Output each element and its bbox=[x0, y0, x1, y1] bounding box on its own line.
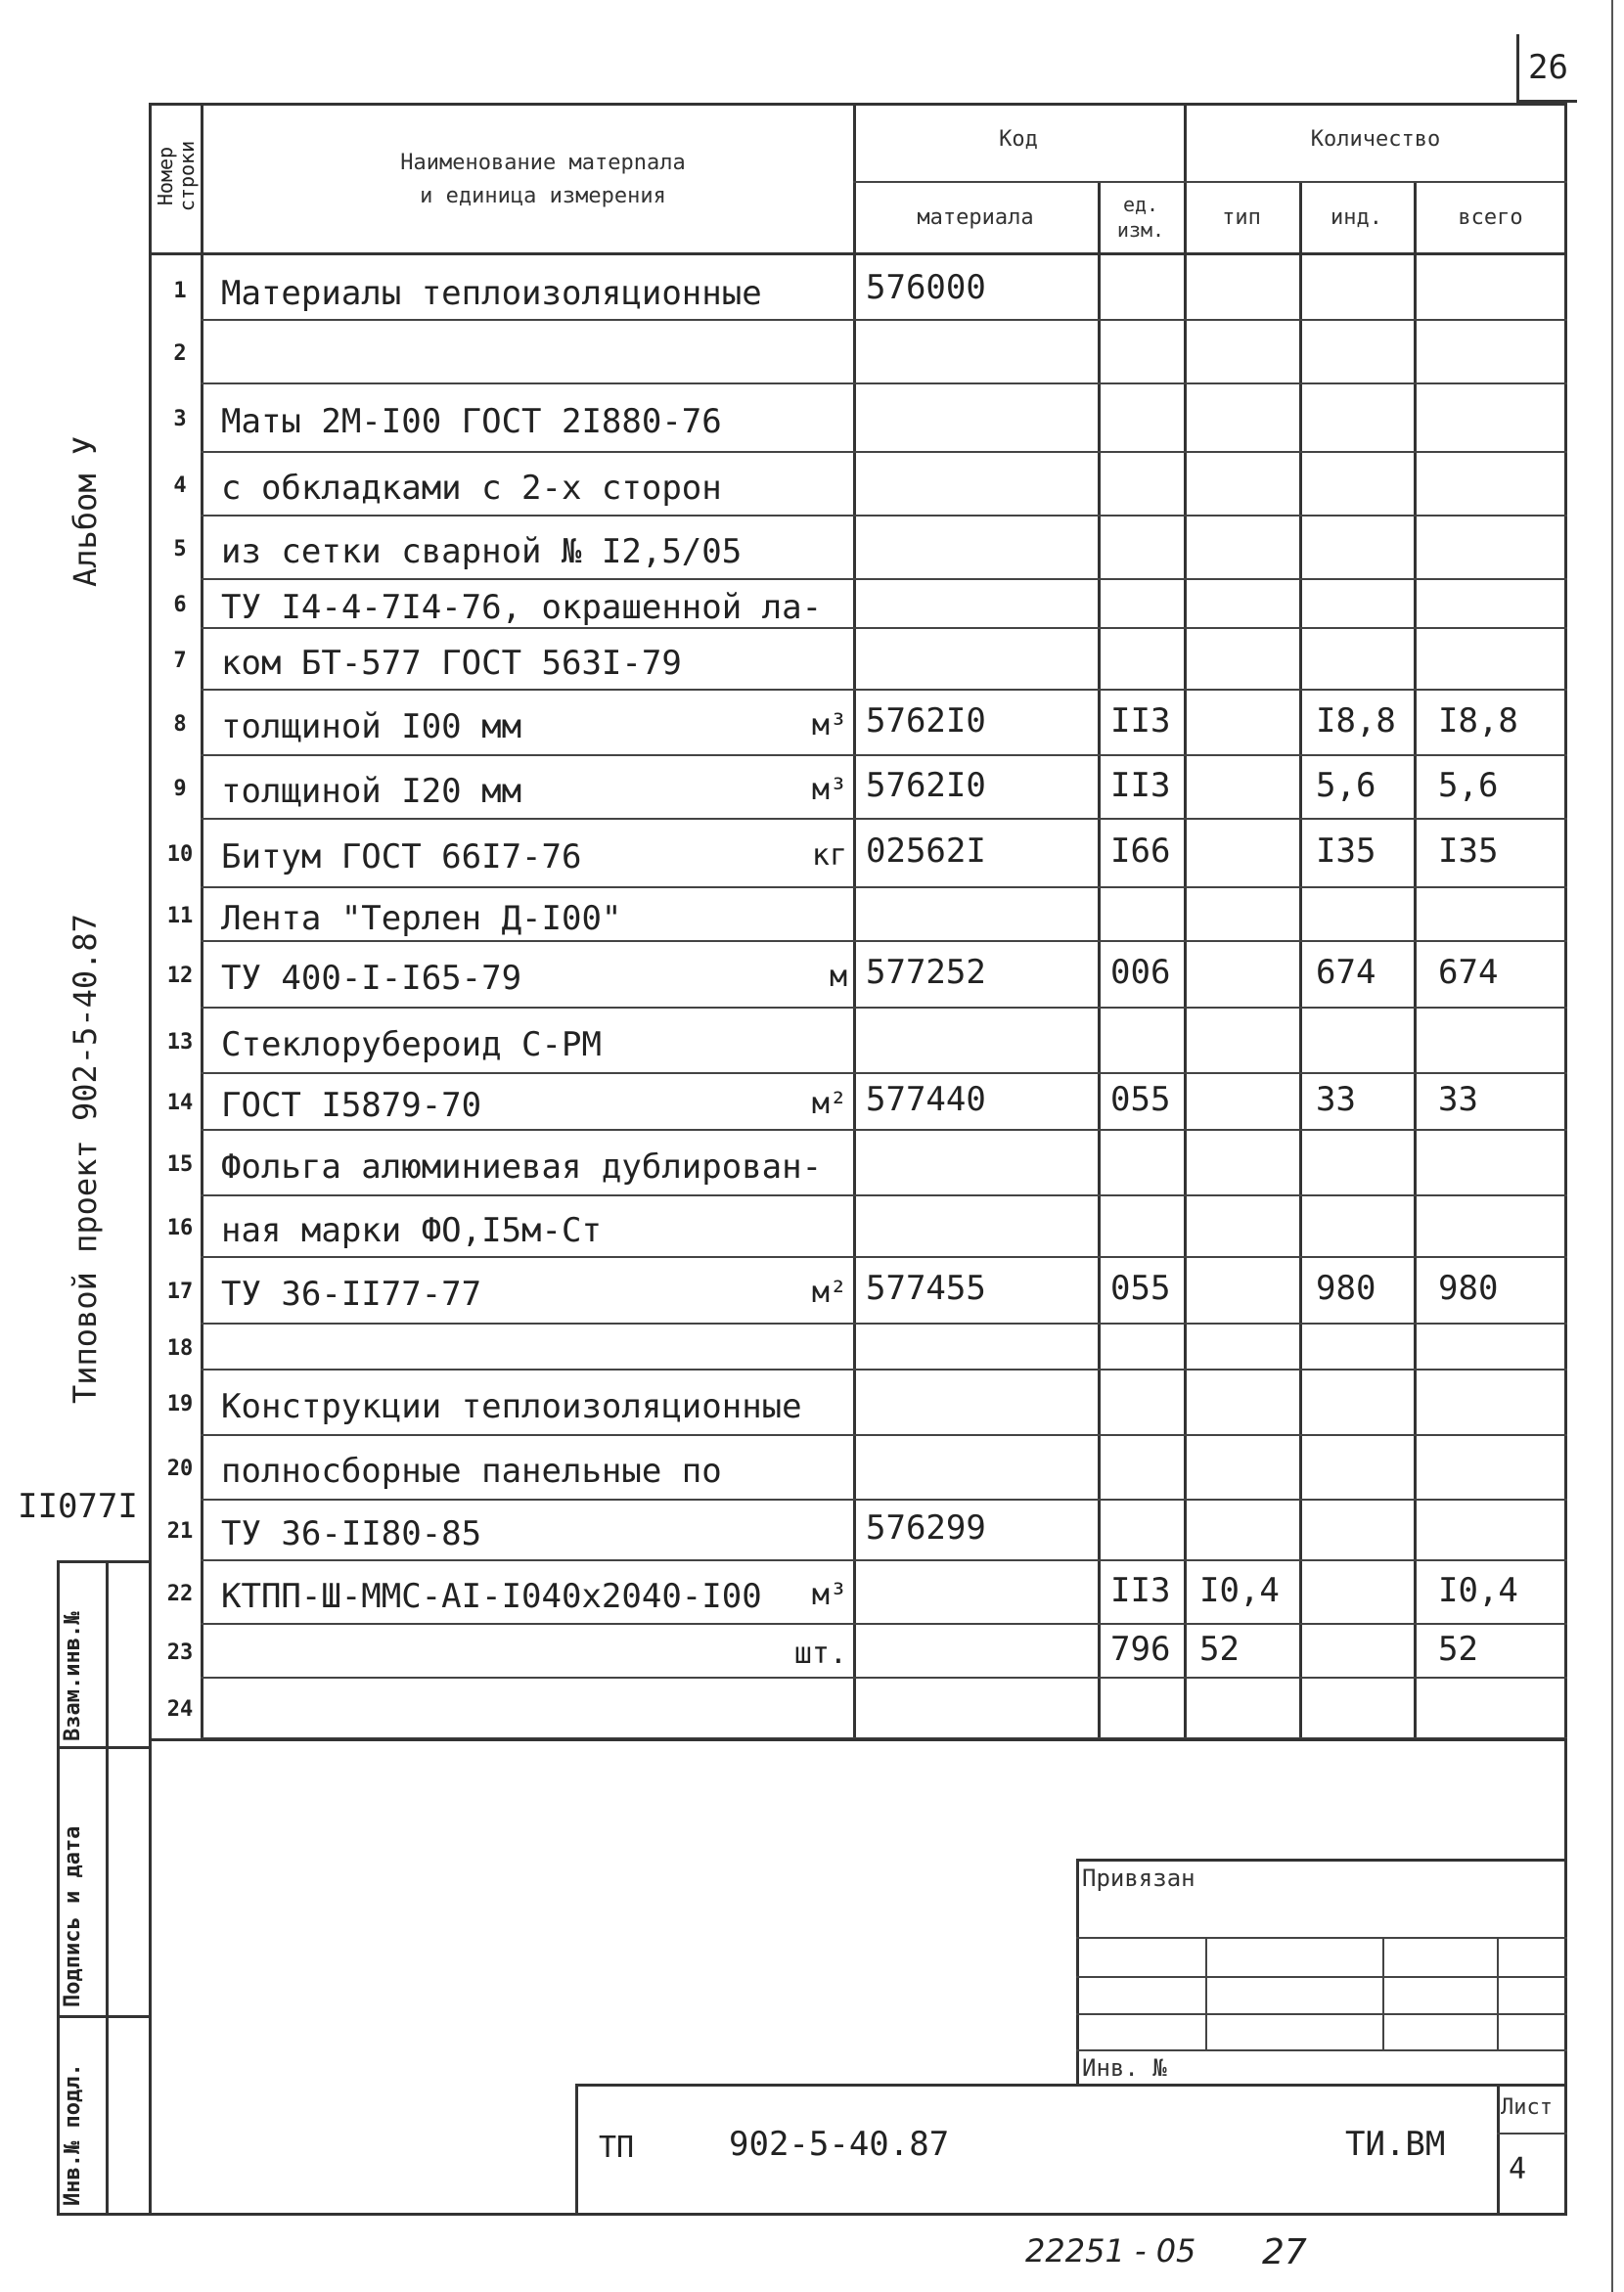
material-name: из сетки сварной № I2,5/05 bbox=[221, 531, 743, 571]
row-number: 3 bbox=[173, 407, 187, 431]
stamp-top-line bbox=[1076, 1859, 1567, 1862]
stamp-row4 bbox=[1076, 2049, 1567, 2051]
stamp-col2 bbox=[1382, 1937, 1384, 2049]
material-name: с обкладками с 2-х сторон bbox=[221, 468, 722, 508]
material-name: КТПП-Ш-ММС-АI-I040х2040-I00 bbox=[221, 1576, 762, 1616]
header-mid-line bbox=[853, 181, 1567, 183]
qty-total: I8,8 bbox=[1438, 700, 1518, 741]
qty-individual: 5,6 bbox=[1316, 765, 1376, 805]
col-line-type bbox=[1299, 181, 1302, 1741]
title-sheet-no: 4 bbox=[1509, 2152, 1527, 2186]
material-name: Лента "Терлен Д-I00" bbox=[221, 898, 622, 938]
row-separator bbox=[201, 515, 1567, 517]
margin-stamp-mid bbox=[106, 1560, 109, 2216]
margin-label-inv: Инв.№ подл. bbox=[61, 2063, 85, 2206]
row-separator bbox=[201, 1623, 1567, 1625]
qty-total: 980 bbox=[1438, 1269, 1499, 1308]
qty-total: 52 bbox=[1438, 1629, 1478, 1669]
margin-stamp-bottom bbox=[57, 2213, 152, 2216]
row-separator bbox=[201, 1559, 1567, 1561]
material-name: Битум ГОСТ 66I7-76 bbox=[221, 837, 582, 876]
unit-code: I66 bbox=[1110, 831, 1171, 871]
row-separator bbox=[201, 754, 1567, 756]
material-code: 576299 bbox=[866, 1508, 986, 1548]
row-separator bbox=[201, 627, 1567, 629]
qty-individual: 33 bbox=[1316, 1080, 1356, 1119]
title-project-no: 902-5-40.87 bbox=[729, 2125, 950, 2164]
stamp-attached-label: Привязан bbox=[1082, 1865, 1195, 1892]
margin-stamp-top bbox=[57, 1560, 152, 1563]
unit-code: II3 bbox=[1110, 700, 1171, 741]
row-number: 7 bbox=[173, 648, 187, 673]
material-name: Материалы теплоизоляционные bbox=[221, 274, 762, 313]
material-name: Маты 2М-I00 ГОСТ 2I880-76 bbox=[221, 402, 722, 441]
row-unit: кг bbox=[811, 838, 847, 873]
stamp-col1 bbox=[1205, 1937, 1207, 2049]
row-number: 6 bbox=[173, 593, 187, 617]
header-unit: ед. изм. bbox=[1116, 193, 1165, 242]
row-number: 16 bbox=[166, 1215, 194, 1240]
row-separator bbox=[201, 451, 1567, 453]
material-name: ГОСТ I5879-70 bbox=[221, 1086, 482, 1125]
title-left-line bbox=[575, 2084, 578, 2216]
footer-order-no: 22251 - 05 bbox=[1025, 2232, 1196, 2270]
row-unit: м³ bbox=[811, 707, 847, 742]
table-bottom-line bbox=[149, 1738, 1567, 1741]
title-sheet-mid bbox=[1497, 2133, 1567, 2135]
stamp-row1 bbox=[1076, 1937, 1567, 1939]
material-name: толщиной I00 мм bbox=[221, 706, 522, 746]
material-name: полносборные панельные по bbox=[221, 1452, 722, 1491]
row-separator bbox=[201, 886, 1567, 888]
col-line-rownum bbox=[201, 103, 203, 1741]
material-name: Фольга алюминиевая дублирован- bbox=[221, 1146, 823, 1187]
margin-label-replace: Взам.инв.№ bbox=[61, 1611, 85, 1741]
stamp-row3 bbox=[1076, 2013, 1567, 2015]
row-unit: м bbox=[829, 960, 847, 994]
material-name: толщиной I20 мм bbox=[221, 771, 522, 811]
row-number: 8 bbox=[173, 711, 187, 737]
row-unit: шт. bbox=[793, 1636, 847, 1671]
row-number: 11 bbox=[166, 903, 194, 928]
row-number: 17 bbox=[166, 1280, 194, 1304]
row-number: 5 bbox=[173, 536, 187, 562]
material-name: ТУ 36-II80-85 bbox=[221, 1514, 482, 1553]
material-name: Стеклорубероид С-РМ bbox=[221, 1024, 602, 1064]
row-unit: м³ bbox=[811, 772, 847, 807]
col-line-code bbox=[1098, 181, 1101, 1741]
row-separator bbox=[201, 818, 1567, 820]
material-code: 576000 bbox=[866, 268, 986, 307]
row-separator bbox=[201, 1256, 1567, 1258]
row-number: 10 bbox=[166, 842, 194, 867]
qty-type: I0,4 bbox=[1199, 1570, 1280, 1610]
row-number: 9 bbox=[173, 776, 187, 801]
row-separator bbox=[201, 578, 1567, 580]
material-name: ТУ 400-I-I65-79 bbox=[221, 959, 522, 998]
material-name: ная марки ФО,I5м-Ст bbox=[221, 1210, 602, 1250]
stamp-inv-label: Инв. № bbox=[1082, 2054, 1167, 2082]
qty-total: 674 bbox=[1438, 953, 1499, 992]
project-label: Типовой проект 902-5-40.87 bbox=[67, 914, 104, 1404]
margin-stamp-div1 bbox=[57, 1746, 152, 1749]
qty-individual: 980 bbox=[1316, 1269, 1376, 1308]
row-number: 23 bbox=[166, 1640, 194, 1665]
row-separator bbox=[201, 1007, 1567, 1009]
album-label: Альбом У bbox=[67, 435, 104, 587]
col-line-ind bbox=[1414, 181, 1417, 1741]
unit-code: 055 bbox=[1110, 1269, 1171, 1308]
header-individual: инд. bbox=[1331, 205, 1382, 230]
qty-individual: I8,8 bbox=[1316, 700, 1396, 741]
header-bottom-line bbox=[149, 252, 1567, 255]
unit-code: 006 bbox=[1110, 953, 1171, 992]
row-unit: м² bbox=[811, 1276, 847, 1310]
row-separator bbox=[201, 1194, 1567, 1196]
material-name: ТУ I4-4-7I4-76, окрашенной ла- bbox=[221, 588, 823, 627]
row-number: 19 bbox=[166, 1391, 194, 1416]
row-number: 2 bbox=[173, 340, 187, 366]
margin-label-sign: Подпись и дата bbox=[61, 1825, 85, 2007]
qty-total: I35 bbox=[1438, 831, 1499, 871]
material-code: 5762I0 bbox=[866, 765, 986, 805]
title-sheet-label: Лист bbox=[1501, 2095, 1553, 2120]
row-number: 14 bbox=[166, 1091, 194, 1115]
row-number: 15 bbox=[166, 1151, 194, 1177]
row-number: 12 bbox=[166, 964, 194, 988]
material-code: 02562I bbox=[866, 831, 986, 871]
row-number: 13 bbox=[166, 1029, 194, 1055]
material-code: 577440 bbox=[866, 1080, 986, 1119]
qty-individual: I35 bbox=[1316, 831, 1376, 871]
qty-total: 5,6 bbox=[1438, 765, 1499, 805]
header-row-number: Номер строки bbox=[154, 140, 199, 212]
row-separator bbox=[201, 1677, 1567, 1679]
row-separator bbox=[201, 319, 1567, 321]
title-tp: ТП bbox=[599, 2131, 635, 2165]
title-sheet-line bbox=[1497, 2084, 1500, 2216]
header-material: материала bbox=[917, 205, 1034, 230]
row-separator bbox=[201, 1369, 1567, 1371]
qty-total: I0,4 bbox=[1438, 1570, 1518, 1610]
material-name: Конструкции теплоизоляционные bbox=[221, 1386, 802, 1426]
material-code: 5762I0 bbox=[866, 700, 986, 741]
unit-code: II3 bbox=[1110, 765, 1171, 805]
row-separator bbox=[201, 382, 1567, 384]
material-code: 577455 bbox=[866, 1269, 986, 1308]
row-number: 22 bbox=[166, 1581, 194, 1606]
page-edge-line bbox=[1611, 0, 1613, 2292]
unit-code: 055 bbox=[1110, 1080, 1171, 1119]
qty-type: 52 bbox=[1199, 1629, 1240, 1669]
title-top-line bbox=[575, 2084, 1567, 2087]
album-code: II077I bbox=[18, 1487, 138, 1526]
stamp-col3 bbox=[1497, 1937, 1499, 2049]
row-number: 24 bbox=[166, 1697, 194, 1722]
footer-page-no: 27 bbox=[1262, 2232, 1307, 2272]
row-separator bbox=[201, 1129, 1567, 1131]
row-number: 1 bbox=[173, 279, 187, 303]
material-name: ТУ 36-II77-77 bbox=[221, 1275, 482, 1314]
qty-total: 33 bbox=[1438, 1080, 1478, 1119]
row-number: 21 bbox=[166, 1519, 194, 1544]
row-number: 20 bbox=[166, 1457, 194, 1481]
margin-stamp-left bbox=[57, 1560, 60, 2216]
row-separator bbox=[201, 1434, 1567, 1436]
row-unit: м³ bbox=[811, 1577, 847, 1612]
page-number: 26 bbox=[1516, 34, 1577, 103]
header-type: тип bbox=[1222, 205, 1261, 230]
header-code: Код bbox=[999, 127, 1038, 152]
col-line-name bbox=[853, 103, 856, 1741]
material-code: 577252 bbox=[866, 953, 986, 992]
unit-code: 796 bbox=[1110, 1629, 1171, 1669]
title-doc-code: ТИ.ВМ bbox=[1345, 2125, 1446, 2164]
margin-stamp-div2 bbox=[57, 2015, 152, 2018]
row-separator bbox=[201, 1499, 1567, 1501]
row-unit: м² bbox=[811, 1087, 847, 1121]
stamp-row2 bbox=[1076, 1976, 1567, 1978]
row-separator bbox=[201, 1072, 1567, 1074]
row-separator bbox=[201, 940, 1567, 942]
material-name: ком БТ-577 ГОСТ 563I-79 bbox=[221, 643, 682, 683]
qty-individual: 674 bbox=[1316, 953, 1376, 992]
row-number: 18 bbox=[166, 1335, 194, 1361]
unit-code: II3 bbox=[1110, 1570, 1171, 1610]
col-line-unit bbox=[1184, 103, 1187, 1741]
row-separator bbox=[201, 689, 1567, 691]
row-number: 4 bbox=[173, 472, 187, 498]
header-total: всего bbox=[1458, 205, 1523, 230]
header-name: Наименование матерnала и единица измерения bbox=[400, 151, 686, 208]
header-quantity: Количество bbox=[1310, 127, 1441, 152]
row-separator bbox=[201, 1323, 1567, 1325]
